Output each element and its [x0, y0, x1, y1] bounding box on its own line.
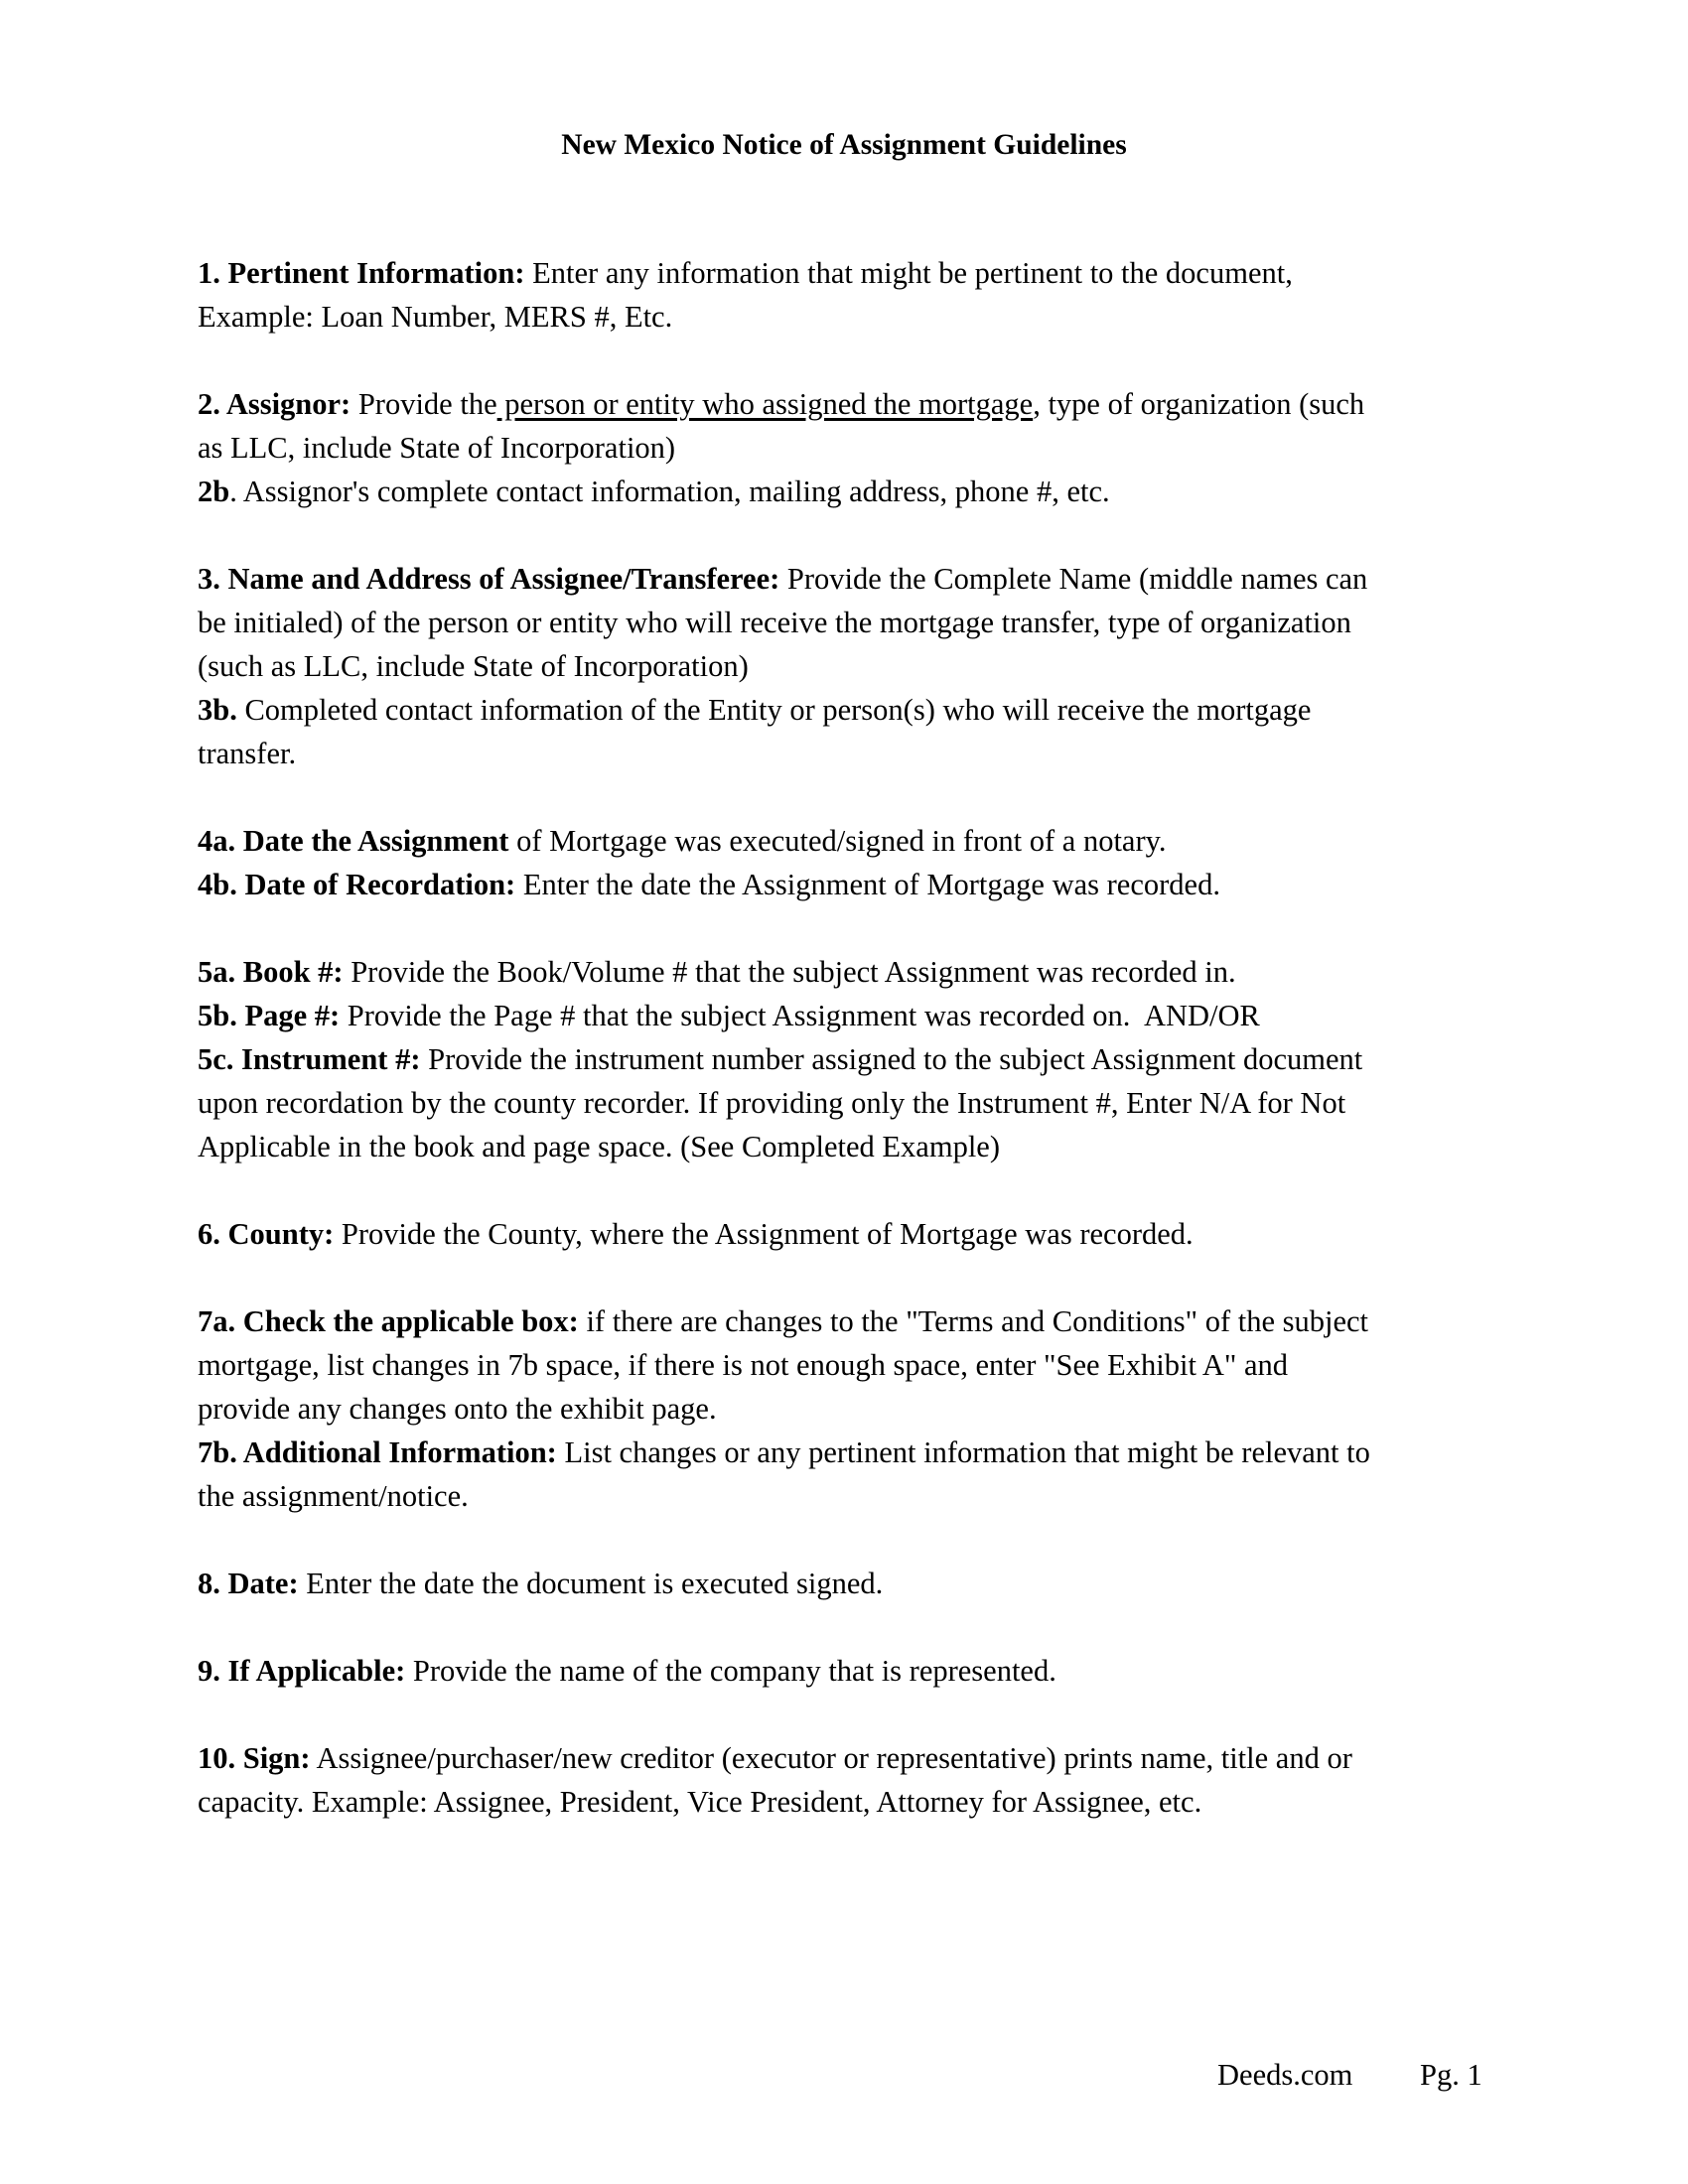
section-line	[198, 1431, 1498, 1474]
section-line	[198, 863, 1498, 906]
section-text: Assignee/purchaser/new creditor (executor or representative) prints name, title and or	[310, 1741, 1352, 1775]
section-line: as LLC, include State of Incorporation)	[198, 431, 676, 465]
section-text: of Mortgage was executed/signed in front of a notary.	[508, 824, 1167, 858]
section-label: 8. Date:	[198, 1567, 299, 1600]
section-line: (such as LLC, include State of Incorporation)	[198, 649, 749, 683]
section-line	[198, 382, 1498, 426]
section-line	[198, 1736, 1498, 1780]
section-text: Provide the instrument number assigned to the subject Assignment document	[420, 1042, 1363, 1076]
section-line	[198, 994, 1498, 1037]
section-line	[198, 1649, 1498, 1693]
section-text: Provide the Complete Name (middle names can	[779, 562, 1368, 596]
section-line: transfer.	[198, 737, 297, 770]
section-text: List changes or any pertinent information that might be relevant to	[556, 1435, 1370, 1469]
underlined-phrase: person or entity who assigned the mortgage	[496, 387, 1034, 421]
section-line	[198, 1562, 1498, 1605]
section-label: 3. Name and Address of Assignee/Transferee:	[198, 562, 780, 596]
section-3-assignee	[198, 557, 1498, 775]
section-text: Provide the Book/Volume # that the subject Assignment was recorded in.	[343, 955, 1236, 989]
section-label: 4b. Date of Recordation:	[198, 868, 516, 901]
section-line	[198, 251, 1498, 295]
section-4-dates	[198, 819, 1498, 906]
section-line: Example: Loan Number, MERS #, Etc.	[198, 300, 673, 334]
section-line	[198, 1299, 1498, 1343]
section-text: , type of organization (such	[1033, 387, 1365, 421]
section-2-assignor	[198, 382, 1498, 513]
section-8-date	[198, 1562, 1498, 1605]
section-label: 7a. Check the applicable box:	[198, 1304, 579, 1338]
section-text: Provide the County, where the Assignment of Mortgage was recorded.	[334, 1217, 1194, 1251]
section-10-sign	[198, 1736, 1498, 1824]
section-text: Provide the name of the company that is represented.	[405, 1654, 1056, 1688]
section-line: upon recordation by the county recorder. If providing only the Instrument #, Enter N/A for Not	[198, 1086, 1346, 1120]
section-text: Enter any information that might be pertinent to the document,	[524, 256, 1293, 290]
section-label: 6. County:	[198, 1217, 335, 1251]
section-line	[198, 470, 1498, 513]
section-label: 5a. Book #:	[198, 955, 344, 989]
section-5-recording-info	[198, 950, 1498, 1168]
section-line	[198, 688, 1498, 732]
section-label: 9. If Applicable:	[198, 1654, 406, 1688]
section-line: provide any changes onto the exhibit page.	[198, 1392, 717, 1426]
section-line: the assignment/notice.	[198, 1479, 469, 1513]
section-line	[198, 819, 1498, 863]
footer-site-name: Deeds.com	[1217, 2058, 1353, 2092]
section-label: 4a. Date the Assignment	[198, 824, 509, 858]
section-1-pertinent-information	[198, 251, 1498, 339]
section-line: mortgage, list changes in 7b space, if there is not enough space, enter "See Exhibit A" and	[198, 1348, 1289, 1382]
section-9-if-applicable	[198, 1649, 1498, 1693]
section-label: 2b	[198, 475, 230, 508]
section-label: 2. Assignor:	[198, 387, 352, 421]
section-text: Provide the	[351, 387, 497, 421]
section-text: . Assignor's complete contact information, mailing address, phone #, etc.	[229, 475, 1110, 508]
section-6-county	[198, 1212, 1498, 1256]
section-line: be initialed) of the person or entity who will receive the mortgage transfer, type of organization	[198, 606, 1351, 639]
footer-page-number: Pg. 1	[1420, 2058, 1482, 2092]
section-label: 1. Pertinent Information:	[198, 256, 525, 290]
section-text: Provide the Page # that the subject Assignment was recorded on. AND/OR	[340, 999, 1260, 1032]
section-label: 5b. Page #:	[198, 999, 341, 1032]
section-label: 10. Sign:	[198, 1741, 311, 1775]
document-body	[198, 251, 1498, 1867]
section-line: capacity. Example: Assignee, President, Vice President, Attorney for Assignee, etc.	[198, 1785, 1202, 1819]
section-label: 3b.	[198, 693, 237, 727]
section-line	[198, 1037, 1498, 1081]
section-label: 7b. Additional Information:	[198, 1435, 557, 1469]
section-line	[198, 557, 1498, 601]
section-text: Enter the date the Assignment of Mortgage was recorded.	[515, 868, 1220, 901]
section-label: 5c. Instrument #:	[198, 1042, 421, 1076]
section-text: Completed contact information of the Entity or person(s) who will receive the mortgage	[236, 693, 1312, 727]
section-text: Enter the date the document is executed signed.	[298, 1567, 884, 1600]
section-line: Applicable in the book and page space. (See Completed Example)	[198, 1130, 1000, 1163]
page-title: New Mexico Notice of Assignment Guidelines	[561, 129, 1127, 161]
section-line	[198, 950, 1498, 994]
section-7-changes	[198, 1299, 1498, 1518]
section-text: if there are changes to the "Terms and Conditions" of the subject	[578, 1304, 1369, 1338]
section-line	[198, 1212, 1498, 1256]
